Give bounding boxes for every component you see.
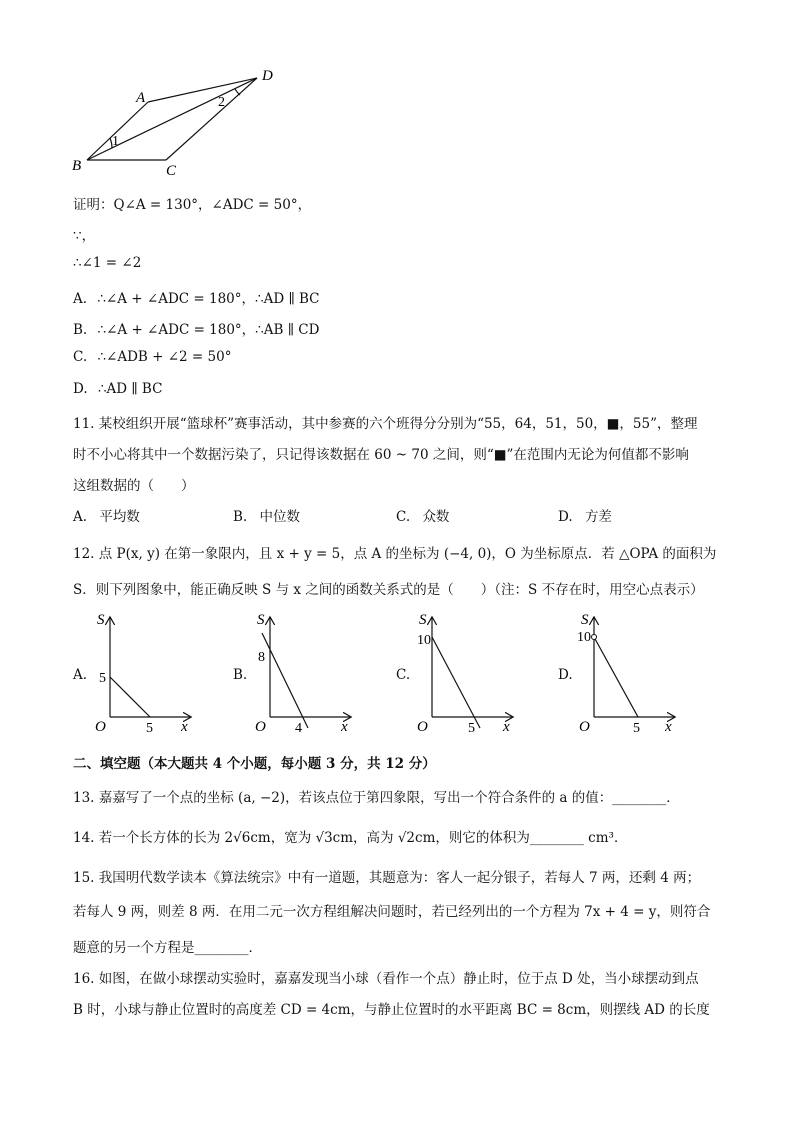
option-label: A. <box>73 509 88 525</box>
graph-d-x-axis: x <box>665 719 672 735</box>
option-text: 众数 <box>422 509 450 525</box>
proof-intro: 证明：Q∠A = 130°，∠ADC = 50°， <box>73 197 312 213</box>
proof-option-c <box>73 349 231 365</box>
q11-option-b <box>233 505 300 525</box>
vertex-a-label: A <box>136 90 146 106</box>
q13-text: 13. 嘉嘉写了一个点的坐标 (a, −2)，若该点位于第四象限，写出一个符合条件的 a 的值：________． <box>73 790 680 806</box>
section-heading: 二、填空题（本大题共 4 个小题，每小题 3 分，共 12 分） <box>73 756 436 772</box>
q15-line1: 15. 我国明代数学读本《算法统宗》中有一道题，其题意为：客人一起分银子，若每人 7 两，还剩 4 两； <box>73 870 701 886</box>
graph-b <box>250 610 360 740</box>
option-label: D. <box>558 509 573 525</box>
graph-a-label: A. <box>73 667 88 683</box>
graph-b-x-tick: 4 <box>295 721 302 736</box>
graph-a <box>90 610 200 740</box>
q12-line2: S．则下列图象中，能正确反映 S 与 x 之间的函数关系式的是（ ）（注：S 不存在时，用空心点表示） <box>73 582 704 598</box>
angle-1-label: 1 <box>112 134 119 149</box>
option-text: 平均数 <box>99 509 140 525</box>
graph-d <box>572 610 687 740</box>
option-text: 方差 <box>584 509 612 525</box>
q11-option-d <box>558 505 612 525</box>
graph-a-origin: O <box>95 719 106 735</box>
graph-a-x-tick: 5 <box>146 721 153 736</box>
q11-line1: 11. 某校组织开展“篮球杯”赛事活动，其中参赛的六个班得分分别为“55，64，51，50，■，55”，整理 <box>73 416 698 432</box>
proof-option-b <box>73 318 319 338</box>
graph-a-x-axis: x <box>181 719 188 735</box>
q12-line1: 12. 点 P(x, y) 在第一象限内，且 x + y = 5，点 A 的坐标为 (−4, 0)，O 为坐标原点．若 △OPA 的面积为 <box>73 546 717 562</box>
q14-text: 14. 若一个长方体的长为 2√6cm，宽为 √3cm，高为 √2cm，则它的体积为________ cm³． <box>73 830 628 846</box>
option-text: ∴AD ∥ BC <box>97 381 163 397</box>
proof-option-d <box>73 381 162 397</box>
graph-d-label: D. <box>558 667 573 683</box>
graph-b-y-tick: 8 <box>258 650 265 665</box>
graph-b-y-axis: S <box>257 612 265 628</box>
q11-option-a <box>73 505 140 525</box>
graph-d-origin: O <box>579 719 590 735</box>
q11-option-c <box>396 505 449 525</box>
graph-d-x-tick: 5 <box>633 721 640 736</box>
graph-d-y-tick: 10 <box>577 630 591 645</box>
graph-a-y-tick: 5 <box>99 671 106 686</box>
vertex-c-label: C <box>166 163 177 179</box>
graph-b-label: B. <box>233 667 248 683</box>
q15-line2: 若每人 9 两，则差 8 两．在用二元一次方程组解决问题时，若已经列出的一个方程为 7x + 4 = y，则符合 <box>73 904 711 920</box>
option-text: ∴∠ADB + ∠2 = 50° <box>97 349 232 365</box>
graph-b-x-axis: x <box>341 719 348 735</box>
graph-a-y-axis: S <box>97 612 105 628</box>
graph-c-x-tick: 5 <box>468 721 475 736</box>
vertex-d-label: D <box>262 68 273 84</box>
q11-line3: 这组数据的（ ） <box>73 478 195 494</box>
q16-line1: 16. 如图，在做小球摆动实验时，嘉嘉发现当小球（看作一个点）静止时，位于点 D 处，当小球摆动到点 <box>73 971 699 987</box>
proof-given-mark: ∵， <box>73 228 96 244</box>
q16-line2: B 时，小球与静止位置时的高度差 CD = 4cm，与静止位置时的水平距离 BC = 8cm，则摆线 AD 的长度 <box>73 1002 710 1018</box>
option-text: 中位数 <box>259 509 301 525</box>
option-text: ∴∠A + ∠ADC = 180°，∴AD ∥ BC <box>97 291 320 307</box>
graph-c-label: C. <box>396 667 411 683</box>
proof-conclusion: ∴∠1 = ∠2 <box>73 255 142 271</box>
graph-c-origin: O <box>417 719 428 735</box>
vertex-b-label: B <box>72 158 82 174</box>
option-label: B. <box>73 322 88 338</box>
proof-option-a <box>73 287 320 307</box>
graph-c-y-tick: 10 <box>417 633 431 648</box>
graph-c <box>410 610 525 740</box>
graph-b-origin: O <box>255 719 266 735</box>
q15-line3: 题意的另一个方程是________． <box>73 940 262 956</box>
option-label: C. <box>73 349 88 365</box>
graph-c-y-axis: S <box>419 612 427 628</box>
option-label: A. <box>73 291 88 307</box>
option-label: C. <box>396 509 411 525</box>
option-label: B. <box>233 509 248 525</box>
option-text: ∴∠A + ∠ADC = 180°，∴AB ∥ CD <box>97 322 320 338</box>
angle-2-label: 2 <box>218 95 225 110</box>
graph-c-x-axis: x <box>503 719 510 735</box>
option-label: D. <box>73 381 88 397</box>
q11-line2: 时不小心将其中一个数据污染了，只记得该数据在 60 ~ 70 之间，则“■”在范围内无论为何值都不影响 <box>73 447 689 463</box>
graph-d-y-axis: S <box>581 612 589 628</box>
